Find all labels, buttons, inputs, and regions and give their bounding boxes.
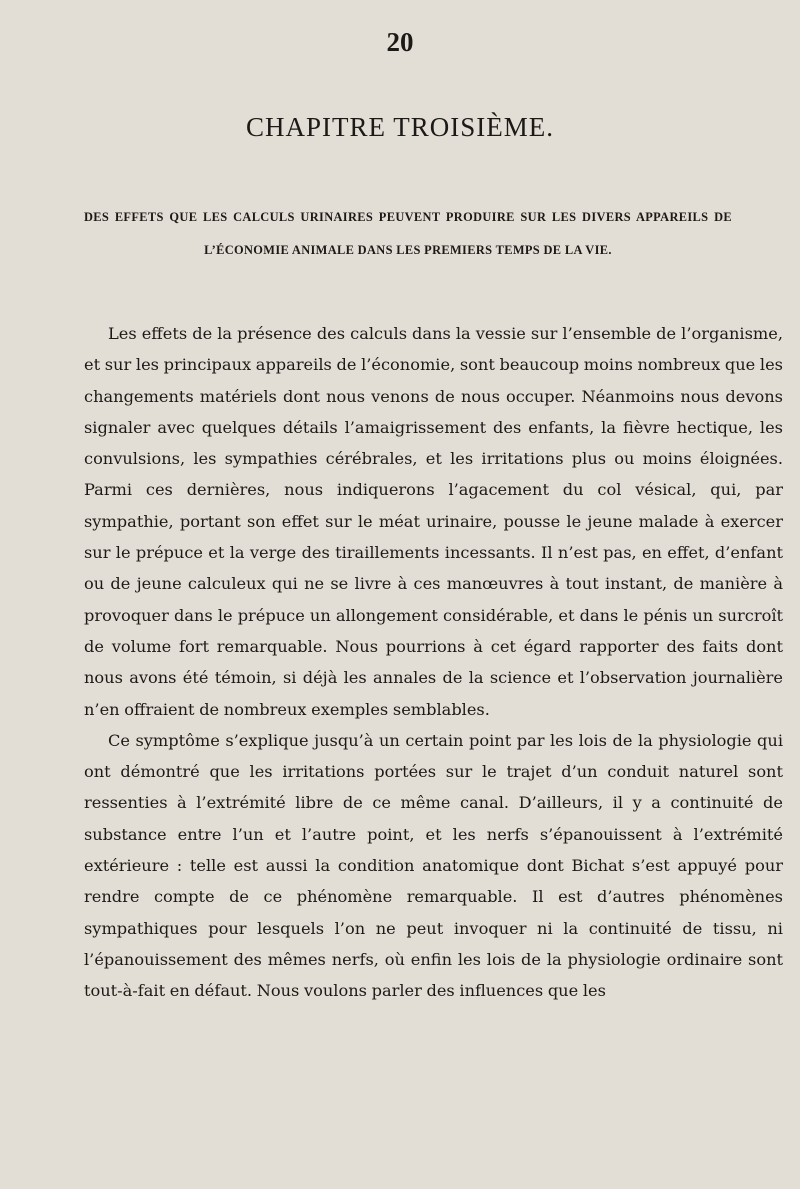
paragraph: Les effets de la présence des calculs dans la vessie sur l’ensemble de l’organisme, et sur les principaux appareils de l’économie, sont beaucoup moins nombreux que les changements matériels dont nous venons de nous occuper. Néanmoins nous devons signaler avec quelques détails l’amaigrissement des enfants, la fièvre hectique, les convulsions, les sympathies cérébrales, et les irritations plus ou moins éloignées. Parmi ces dernières, nous indiquerons l’agacement du col vésical, qui, par sympathie, portant son effet sur le méat urinaire, pousse le jeune malade à exercer sur le prépuce et la verge des tiraillements incessants. Il n’est pas, en effet, d’enfant ou de jeune calculeux qui ne se livre à ces manœuvres à tout instant, de manière à provoquer dans le prépuce un allongement considérable, et dans le pénis un surcroît de volume fort remarquable. Nous pourrions à cet égard rapporter des faits dont nous avons été témoin, si déjà les annales de la science et l’observation journalière n’en offraient de nombreux exemples semblables.	[84, 324, 783, 719]
paragraph: Ce symptôme s’explique jusqu’à un certain point par les lois de la physiologie qui ont démontré que les irritations portées sur le trajet d’un conduit naturel sont ressenties à l’extrémité libre de ce même canal. D’ailleurs, il y a continuité de substance entre l’un et l’autre point, et les nerfs s’épanouissent à l’extrémité extérieure : telle est aussi la condition anatomique dont Bichat s’est appuyé pour rendre compte de ce phénomène remarquable. Il est d’autres phénomènes sympathiques pour lesquels l’on ne peut invoquer ni la continuité de tissu, ni l’épanouissement des mêmes nerfs, où enfin les lois de la physiologie ordinaire sont tout-à-fait en défaut. Nous voulons parler des influences que les	[84, 730, 783, 1001]
body-text	[84, 318, 783, 1007]
chapter-title: CHAPITRE TROISIÈME.	[245, 112, 554, 142]
section-heading: DES EFFETS QUE LES CALCULS URINAIRES PEUVENT PRODUIRE SUR LES DIVERS APPAREILS DE L’ÉCONOMIE ANIMALE DANS LES PREMIERS TEMPS DE LA VIE.	[84, 210, 732, 257]
page-number: 20	[386, 27, 414, 57]
